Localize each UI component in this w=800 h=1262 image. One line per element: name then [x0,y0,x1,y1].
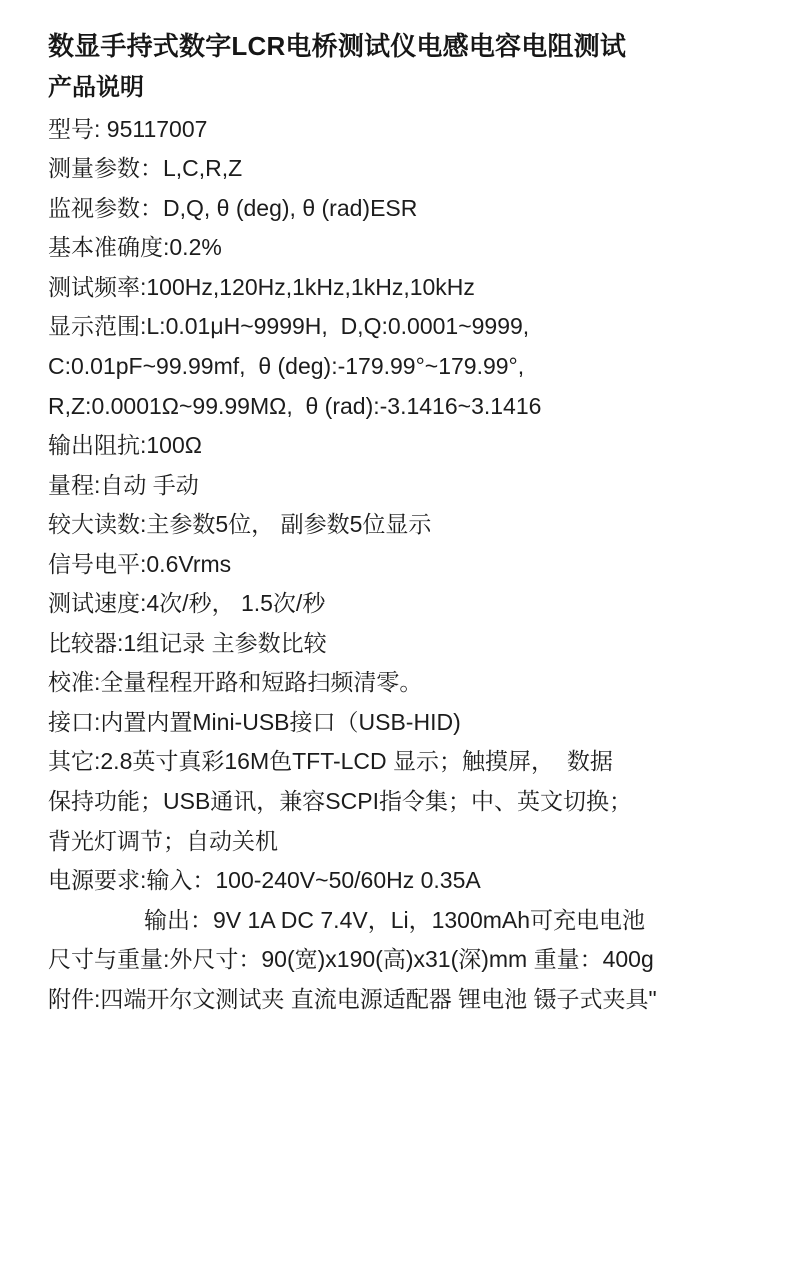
spec-line-other-1: 其它:2.8英寸真彩16M色TFT-LCD 显示；触摸屏， 数据 [48,748,613,775]
spec-line-basic-accuracy: 基本准确度:0.2% [48,234,222,261]
spec-line-monitor-parameters: 监视参数：D,Q, θ (deg), θ (rad)ESR [48,194,418,221]
spec-line-other-3: 背光灯调节；自动关机 [48,827,278,854]
specification-list [48,110,760,1020]
spec-line-dimensions-weight: 尺寸与重量:外尺寸：90(宽)x190(高)x31(深)mm 重量：400g [48,946,654,973]
spec-line-range-mode: 量程:自动 手动 [48,471,199,498]
spec-line-comparator: 比较器:1组记录 主参数比较 [48,629,327,656]
spec-line-output-impedance: 输出阻抗:100Ω [48,432,202,459]
spec-line-max-reading: 较大读数:主参数5位， 副参数5位显示 [48,511,432,538]
spec-line-other-2: 保持功能；USB通讯，兼容SCPI指令集；中、英文切换； [48,788,632,814]
page-title: 数显手持式数字LCR电桥测试仪电感电容电阻测试 [48,31,627,61]
spec-line-display-range-2: C:0.01pF~99.99mf, θ (deg):-179.99°~179.99°, [48,352,525,379]
section-heading: 产品说明 [48,73,144,101]
spec-line-calibration: 校准:全量程程开路和短路扫频清零。 [48,669,423,696]
spec-line-model: 型号: 95117007 [48,115,208,142]
spec-line-measurement-parameters: 测量参数：L,C,R,Z [48,155,243,182]
spec-line-power-output: 输出：9V 1A DC 7.4V，Li，1300mAh可充电电池 [144,906,646,933]
spec-line-interface: 接口:内置内置Mini-USB接口（USB-HID) [48,708,461,735]
spec-line-display-range-1: 显示范围:L:0.01μH~9999H, D,Q:0.0001~9999, [48,313,530,340]
spec-line-power-input: 电源要求:输入：100-240V~50/60Hz 0.35A [48,867,481,894]
spec-line-accessories: 附件:四端开尔文测试夹 直流电源适配器 锂电池 镊子式夹具" [48,985,657,1012]
spec-line-test-frequency: 测试频率:100Hz,120Hz,1kHz,1kHz,10kHz [48,273,475,300]
spec-line-test-speed: 测试速度:4次/秒， 1.5次/秒 [48,590,326,617]
spec-line-display-range-3: R,Z:0.0001Ω~99.99MΩ, θ (rad):-3.1416~3.1416 [48,392,542,419]
spec-line-signal-level: 信号电平:0.6Vrms [48,550,232,577]
